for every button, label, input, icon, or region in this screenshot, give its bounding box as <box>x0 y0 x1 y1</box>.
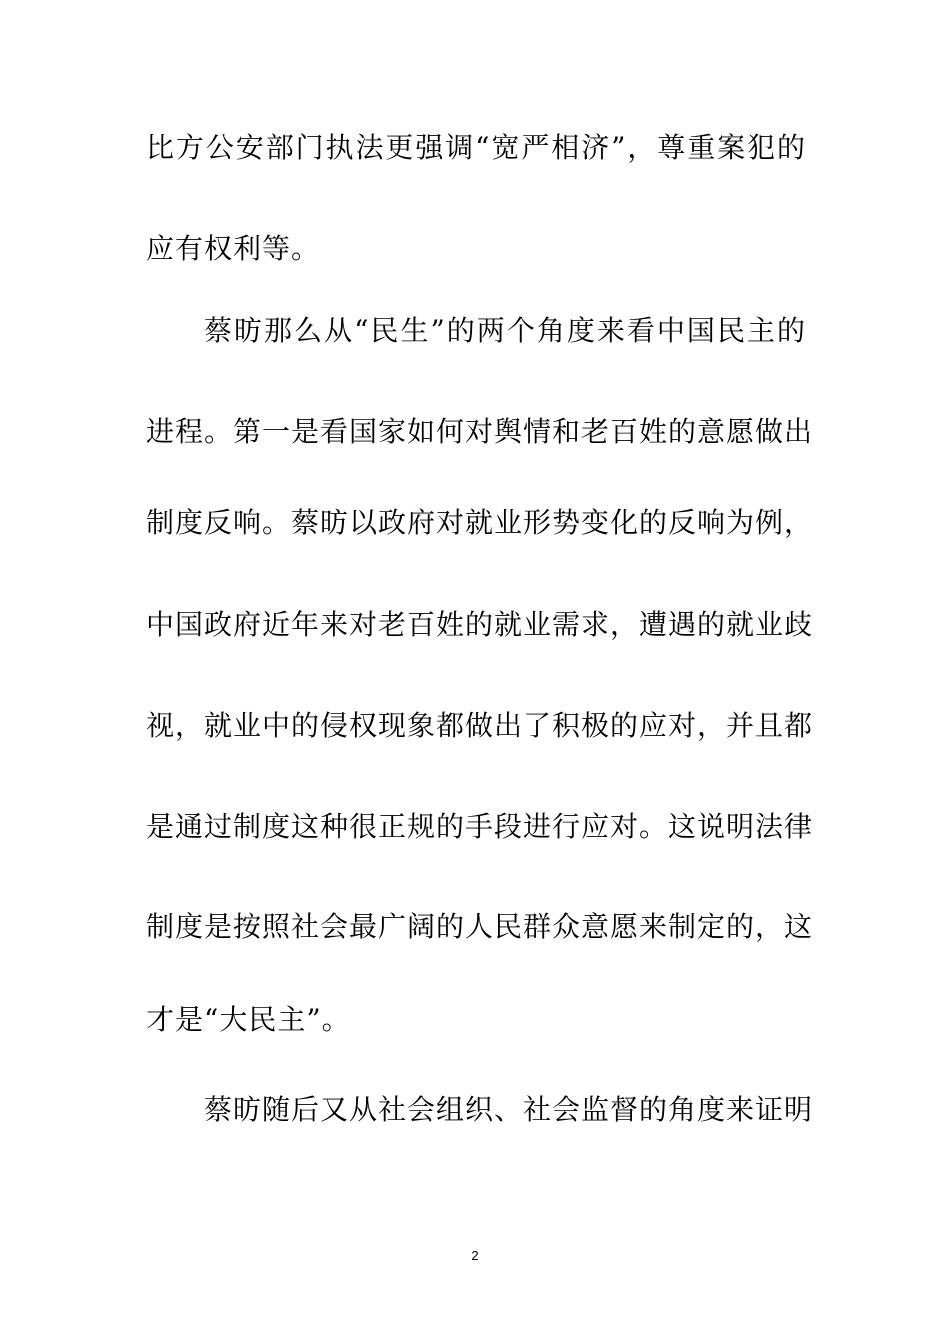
text-line: 应有权利等。 <box>146 232 321 265</box>
text-line: 比方公安部门执法更强调“宽严相济”，尊重案犯的 <box>146 131 806 164</box>
text-line: 中国政府近年来对老百姓的就业需求，遭遇的就业歧 <box>146 608 814 641</box>
text-line: 视，就业中的侵权现象都做出了积极的应对，并且都 <box>146 709 814 742</box>
text-line: 才是“大民主”。 <box>146 1003 351 1036</box>
text-line: 制度反响。蔡昉以政府对就业形势变化的反响为例， <box>146 506 814 539</box>
paragraph-first-line: 蔡昉随后又从社会组织、社会监督的角度来证明 <box>204 1093 814 1126</box>
text-line: 制度是按照社会最广阔的人民群众意愿来制定的，这 <box>146 910 814 943</box>
paragraph-first-line: 蔡昉那么从“民生”的两个角度来看中国民主的 <box>204 314 806 347</box>
text-line: 进程。第一是看国家如何对舆情和老百姓的意愿做出 <box>146 415 814 448</box>
text-line: 是通过制度这种很正规的手段进行应对。这说明法律 <box>146 810 814 843</box>
page-number: 2 <box>471 1248 479 1263</box>
